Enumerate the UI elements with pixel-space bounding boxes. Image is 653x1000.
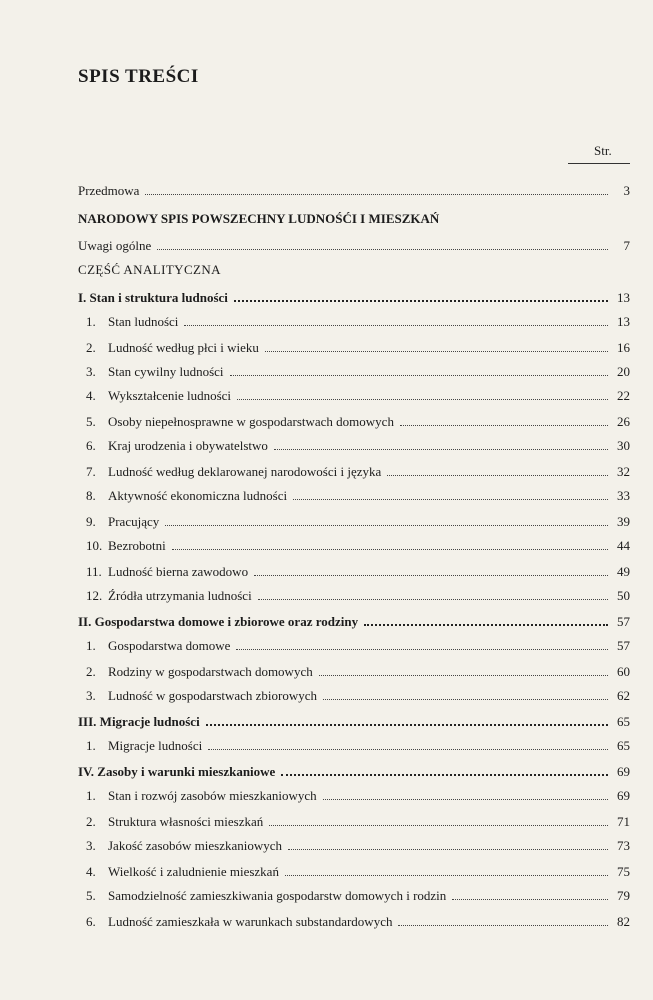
toc-item — [78, 810, 630, 830]
toc-entry-label: I. Stan i struktura ludności — [78, 290, 228, 305]
toc-page-number: 73 — [617, 838, 630, 853]
toc-page-number: 79 — [617, 888, 630, 903]
toc-entry-label: Rodziny w gospodarstwach domowych — [108, 664, 313, 679]
toc-entry-label: Wykształcenie ludności — [108, 388, 232, 403]
dot-leader — [323, 798, 608, 800]
page-title: SPIS TREŚCI — [78, 66, 199, 87]
toc-item-number: 4. — [86, 864, 96, 879]
toc-item — [78, 860, 630, 880]
toc-page-number: 30 — [617, 438, 630, 453]
toc-page-number: 13 — [617, 314, 630, 329]
toc-item — [78, 660, 630, 680]
toc-chapter — [78, 760, 630, 780]
toc-item-number: 1. — [86, 738, 96, 753]
toc-entry-label: Przedmowa — [78, 183, 140, 198]
toc-item-number: 5. — [86, 414, 96, 429]
section-heading: NARODOWY SPIS POWSZECHNY LUDNOŚĆI I MIESZKAŃ — [78, 211, 440, 226]
toc-entry-label: Uwagi ogólne — [78, 238, 152, 253]
toc-item — [78, 684, 630, 704]
toc-entry-label: II. Gospodarstwa domowe i zbiorowe oraz rodziny — [78, 614, 359, 629]
toc-item-number: 1. — [86, 638, 96, 653]
part-heading: CZĘŚĆ ANALITYCZNA — [78, 262, 221, 277]
toc-item — [78, 410, 630, 430]
toc-entry-label: Ludność zamieszkała w warunkach substandardowych — [108, 914, 393, 929]
dot-leader — [254, 574, 608, 576]
dot-leader — [319, 674, 608, 676]
toc-page-number: 26 — [617, 414, 630, 429]
toc-item — [78, 834, 630, 854]
toc-item — [78, 634, 630, 654]
toc-page-number: 65 — [617, 738, 630, 753]
toc-entry-label: Struktura własności mieszkań — [108, 814, 264, 829]
toc-item-number: 2. — [86, 340, 96, 355]
toc-item-number: 2. — [86, 664, 96, 679]
toc-page-number: 65 — [617, 714, 630, 729]
dot-leader — [323, 698, 608, 700]
toc-page-number: 57 — [617, 638, 630, 653]
toc-item — [78, 434, 630, 454]
toc-page-number: 44 — [617, 538, 630, 553]
toc-page-number: 82 — [617, 914, 630, 929]
page-column-rule — [568, 163, 630, 164]
page-column-label: Str. — [594, 143, 612, 158]
dot-leader — [145, 193, 608, 195]
toc-chapter — [78, 610, 630, 630]
toc-page-number: 7 — [623, 238, 630, 253]
toc-chapter — [78, 710, 630, 730]
toc-page-number: 32 — [617, 464, 630, 479]
toc-entry-label: Ludność według płci i wieku — [108, 340, 259, 355]
toc-item-number: 5. — [86, 888, 96, 903]
toc-item-number: 2. — [86, 814, 96, 829]
toc-item-number: 6. — [86, 438, 96, 453]
toc-page-number: 69 — [617, 788, 630, 803]
toc-item-number: 3. — [86, 688, 96, 703]
dot-leader — [265, 350, 608, 352]
toc-item-number: 4. — [86, 388, 96, 403]
dot-leader — [157, 248, 608, 250]
toc-entry-label: Ludność według deklarowanej narodowości i języka — [108, 464, 382, 479]
toc-item-number: 9. — [86, 514, 96, 529]
dot-leader — [234, 299, 608, 302]
toc-chapter — [78, 286, 630, 306]
toc-item — [78, 784, 630, 804]
toc-page-number: 39 — [617, 514, 630, 529]
toc-item-number: 1. — [86, 314, 96, 329]
dot-leader — [274, 448, 608, 450]
toc-entry-label: Pracujący — [108, 514, 160, 529]
dot-leader — [281, 773, 608, 776]
toc-item-number: 3. — [86, 364, 96, 379]
dot-leader — [400, 424, 608, 426]
toc-item — [78, 560, 630, 580]
toc-item — [78, 336, 630, 356]
dot-leader — [364, 623, 608, 626]
toc-item-number: 8. — [86, 488, 96, 503]
dot-leader — [208, 748, 608, 750]
toc-item — [78, 734, 630, 754]
toc-item — [78, 484, 630, 504]
toc-item-number: 6. — [86, 914, 96, 929]
toc-entry-label: Jakość zasobów mieszkaniowych — [108, 838, 283, 853]
toc-item-number: 10. — [86, 538, 103, 553]
toc-entry-label: Migracje ludności — [108, 738, 203, 753]
toc-page-number: 3 — [623, 183, 630, 198]
dot-leader — [258, 598, 608, 600]
toc-item — [78, 534, 630, 554]
toc-item-number: 3. — [86, 838, 96, 853]
toc-entry-label: Stan ludności — [108, 314, 179, 329]
toc-item — [78, 310, 630, 330]
toc-page-number: 71 — [617, 814, 630, 829]
dot-leader — [452, 898, 608, 900]
toc-item — [78, 384, 630, 404]
toc-entry — [78, 179, 630, 199]
toc-entry-label: Wielkość i zaludnienie mieszkań — [108, 864, 279, 879]
dot-leader — [293, 498, 608, 500]
dot-leader — [237, 398, 608, 400]
toc-entry-label: IV. Zasoby i warunki mieszkaniowe — [78, 764, 276, 779]
toc-page-number: 57 — [617, 614, 630, 629]
toc-page-number: 13 — [617, 290, 630, 305]
toc-entry-label: Ludność w gospodarstwach zbiorowych — [108, 688, 318, 703]
toc-entry-label: Bezrobotni — [108, 538, 166, 553]
toc-item — [78, 910, 630, 930]
toc-item-number: 12. — [86, 588, 103, 603]
dot-leader — [165, 524, 608, 526]
toc-page-number: 50 — [617, 588, 630, 603]
dot-leader — [172, 548, 608, 550]
dot-leader — [230, 374, 608, 376]
dot-leader — [285, 874, 608, 876]
toc-page-number: 60 — [617, 664, 630, 679]
dot-leader — [236, 648, 608, 650]
toc-entry-label: Ludność bierna zawodowo — [108, 564, 249, 579]
dot-leader — [206, 723, 608, 726]
toc-item-number: 1. — [86, 788, 96, 803]
toc-entry-label: Kraj urodzenia i obywatelstwo — [108, 438, 268, 453]
toc-page-number: 33 — [617, 488, 630, 503]
toc-entry-label: III. Migracje ludności — [78, 714, 200, 729]
dot-leader — [387, 474, 608, 476]
toc-item-number: 7. — [86, 464, 96, 479]
toc-entry-label: Stan i rozwój zasobów mieszkaniowych — [108, 788, 317, 803]
dot-leader — [288, 848, 608, 850]
toc-entry-label: Źródła utrzymania ludności — [108, 588, 252, 603]
toc-entry-label: Samodzielność zamieszkiwania gospodarstw domowych i rodzin — [108, 888, 447, 903]
dot-leader — [398, 924, 608, 926]
toc-page-number: 75 — [617, 864, 630, 879]
toc-page-number: 62 — [617, 688, 630, 703]
toc-entry-label: Gospodarstwa domowe — [108, 638, 231, 653]
toc-item — [78, 460, 630, 480]
toc-item — [78, 584, 630, 604]
toc-page-number: 69 — [617, 764, 630, 779]
toc-page-number: 20 — [617, 364, 630, 379]
toc-item — [78, 360, 630, 380]
toc-item — [78, 884, 630, 904]
toc-item — [78, 510, 630, 530]
toc-page-number: 49 — [617, 564, 630, 579]
dot-leader — [184, 324, 608, 326]
dot-leader — [269, 824, 608, 826]
toc-item-number: 11. — [86, 564, 102, 579]
toc-page-number: 16 — [617, 340, 630, 355]
toc-entry-label: Osoby niepełnosprawne w gospodarstwach domowych — [108, 414, 394, 429]
toc-page-number: 22 — [617, 388, 630, 403]
toc-entry-label: Aktywność ekonomiczna ludności — [108, 488, 288, 503]
toc-entry — [78, 234, 630, 254]
toc-entry-label: Stan cywilny ludności — [108, 364, 224, 379]
